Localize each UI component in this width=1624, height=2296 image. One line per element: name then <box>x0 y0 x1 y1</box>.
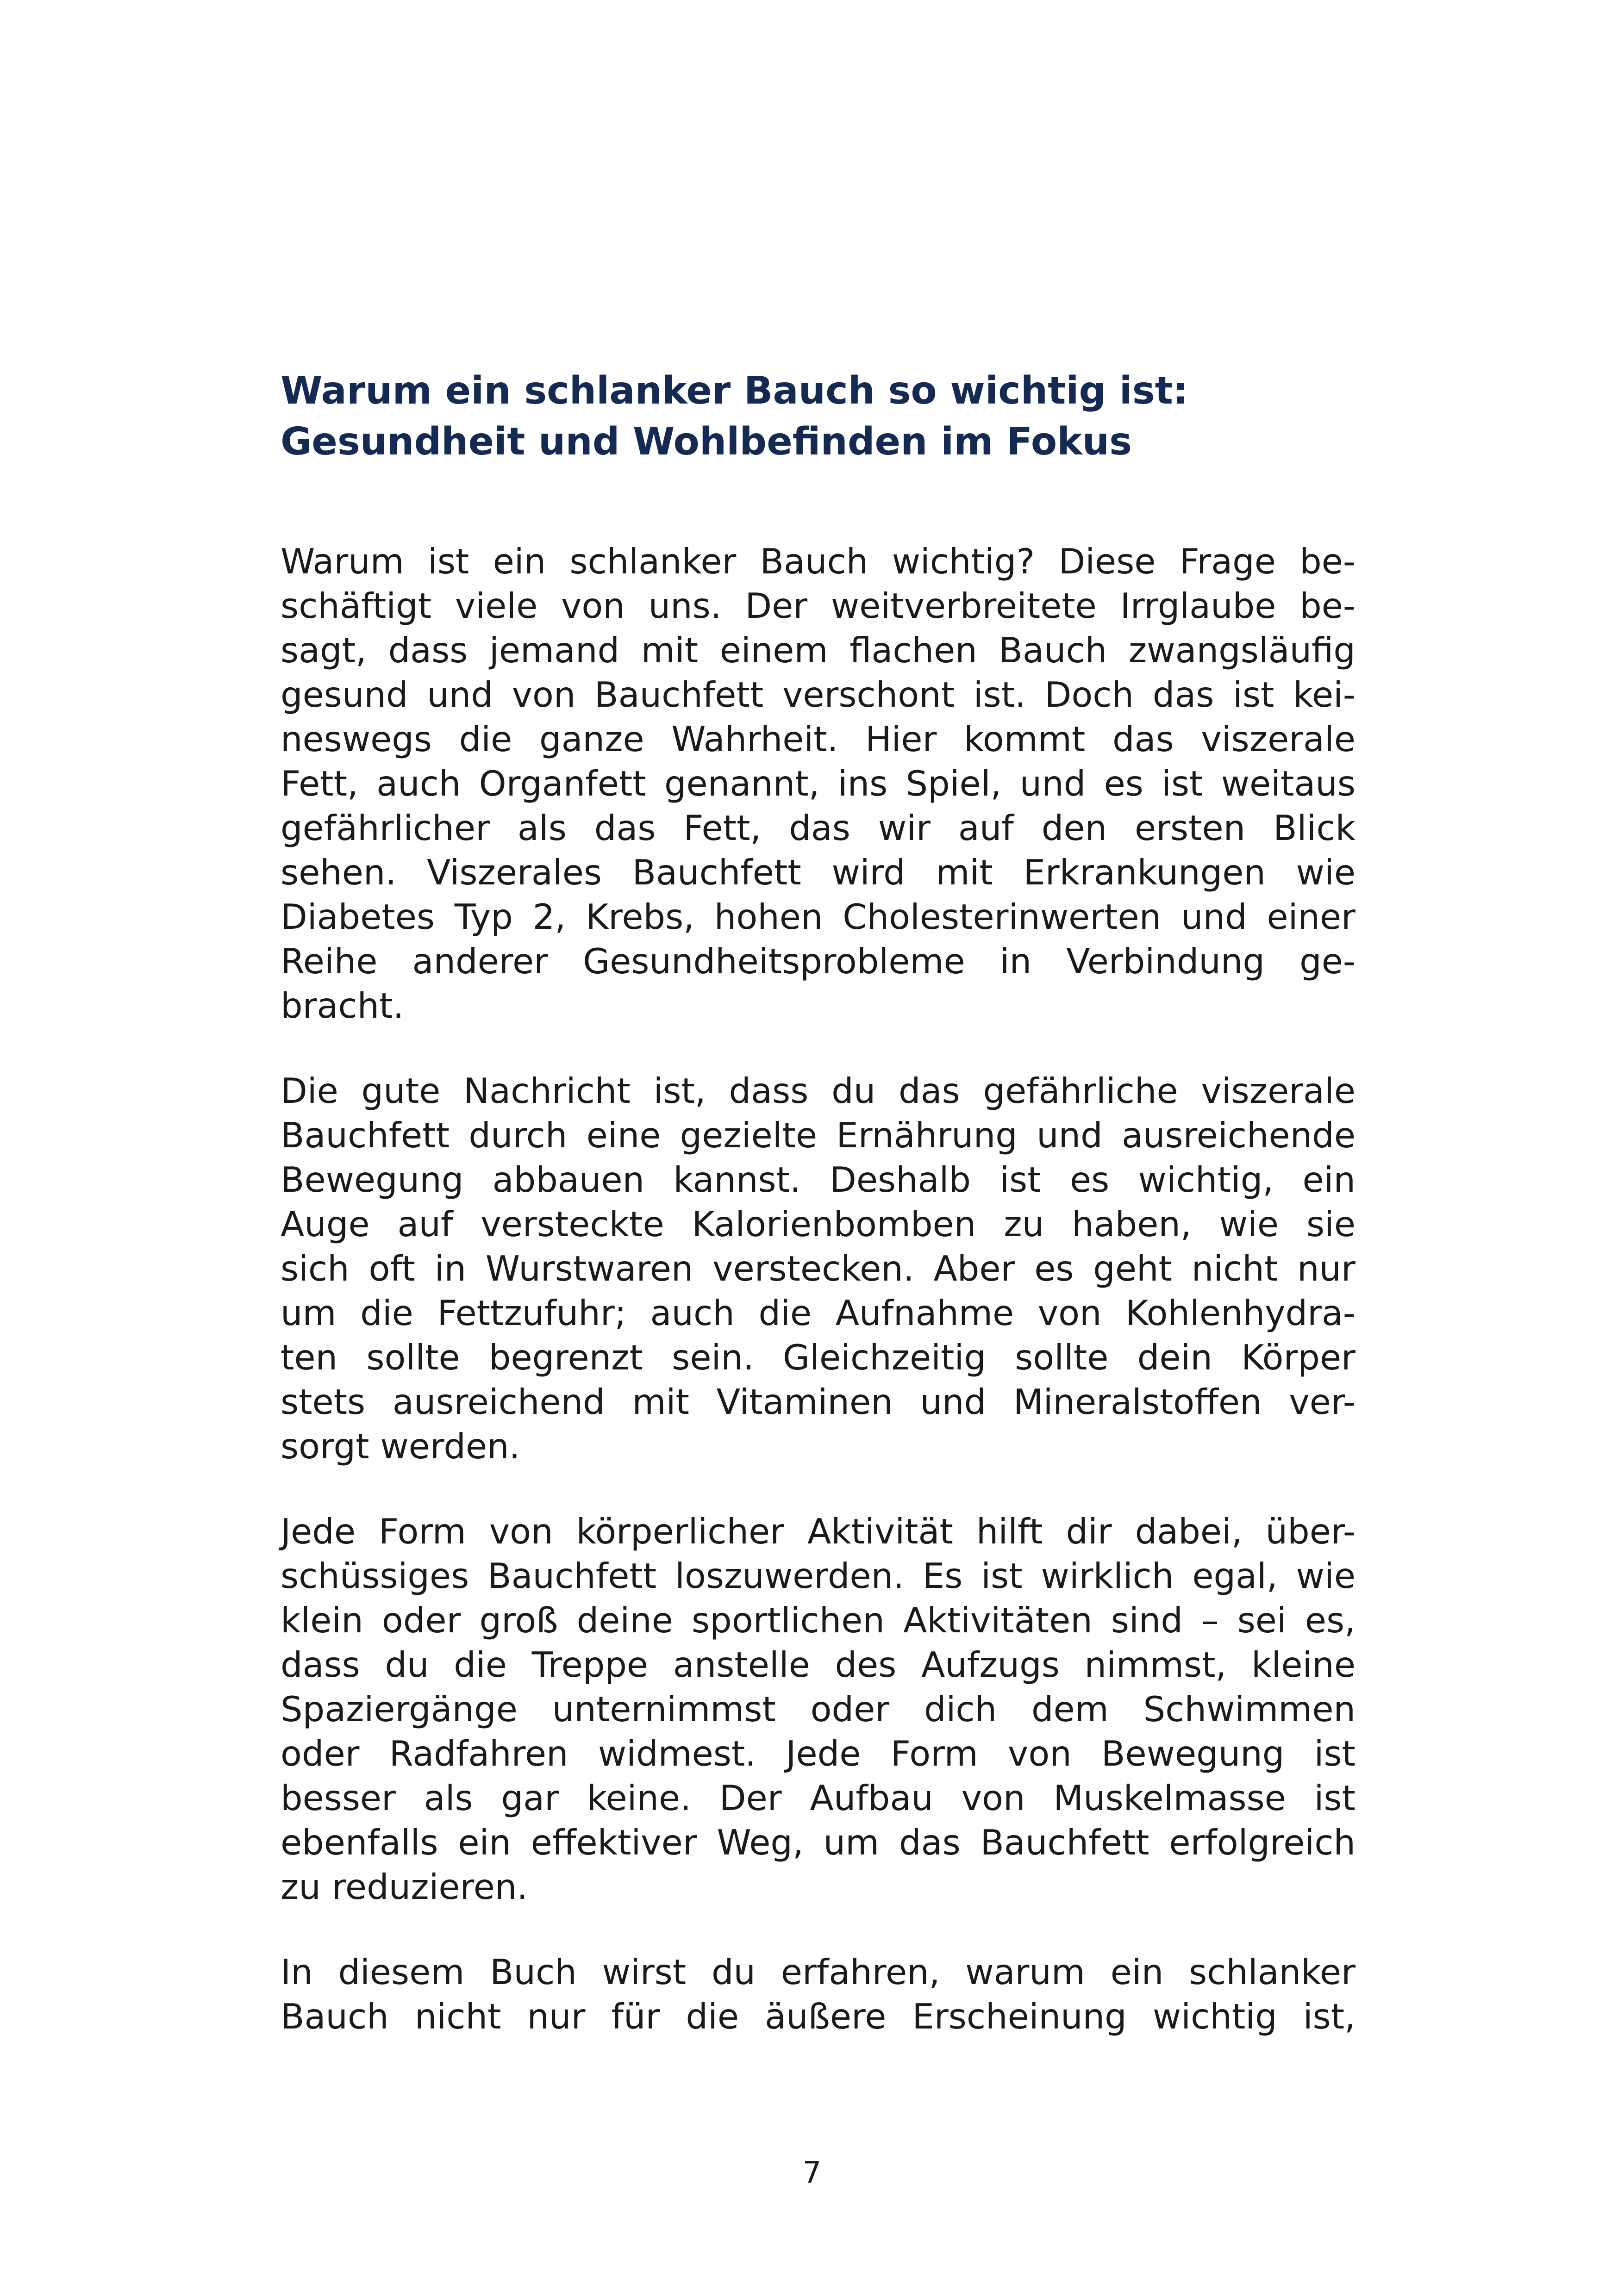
paragraph <box>281 1069 1355 1468</box>
text-line: schüssiges Bauchfett loszuwerden. Es ist wirklich egal, wie <box>281 1556 1355 1596</box>
text-line: Warum ist ein schlanker Bauch wichtig? Diese Frage be- <box>281 541 1355 582</box>
text-line: Bewegung abbauen kannst. Deshalb ist es wichtig, ein <box>281 1159 1355 1200</box>
text-line: Bauchfett durch eine gezielte Ernährung und ausreichende <box>281 1115 1355 1156</box>
text-line: sagt, dass jemand mit einem flachen Bauch zwangsläufig <box>281 630 1355 671</box>
text-line: sich oft in Wurstwaren verstecken. Aber es geht nicht nur <box>281 1248 1355 1289</box>
text-line: besser als gar keine. Der Aufbau von Muskelmasse ist <box>281 1778 1355 1818</box>
text-line: Die gute Nachricht ist, dass du das gefährliche viszerale <box>281 1070 1355 1111</box>
text-line: Fett, auch Organfett genannt, ins Spiel, und es ist weitaus <box>281 763 1355 804</box>
page-number: 7 <box>802 2156 822 2190</box>
text-line: In diesem Buch wirst du erfahren, warum ein schlanker <box>281 1952 1355 1992</box>
text-line: ten sollte begrenzt sein. Gleichzeitig sollte dein Körper <box>281 1337 1355 1378</box>
chapter-heading-line: Warum ein schlanker Bauch so wichtig ist: <box>281 369 1188 413</box>
paragraph <box>281 1509 1355 1909</box>
text-line: ebenfalls ein effektiver Weg, um das Bauchfett erfolgreich <box>281 1822 1355 1863</box>
paragraph <box>281 1950 1355 2039</box>
text-line: klein oder groß deine sportlichen Aktivitäten sind – sei es, <box>281 1600 1355 1641</box>
text-line: gefährlicher als das Fett, das wir auf den ersten Blick <box>281 808 1355 848</box>
text-line: oder Radfahren widmest. Jede Form von Bewegung ist <box>281 1733 1355 1774</box>
text-line: Jede Form von körperlicher Aktivität hilft dir dabei, über- <box>281 1511 1355 1552</box>
text-line: dass du die Treppe anstelle des Aufzugs nimmst, kleine <box>281 1644 1355 1685</box>
text-line: Reihe anderer Gesundheitsprobleme in Verbindung ge- <box>281 941 1355 982</box>
text-line: neswegs die ganze Wahrheit. Hier kommt das viszerale <box>281 719 1355 759</box>
text-line: sehen. Viszerales Bauchfett wird mit Erkrankungen wie <box>281 852 1355 893</box>
page-content <box>281 366 1355 2079</box>
chapter-heading <box>281 366 1355 467</box>
text-line: bracht. <box>281 985 404 1026</box>
text-line: gesund und von Bauchfett verschont ist. Doch das ist kei- <box>281 674 1355 715</box>
text-line: schäftigt viele von uns. Der weitverbreitete Irrglaube be- <box>281 585 1355 626</box>
chapter-heading-line: Gesundheit und Wohlbefinden im Fokus <box>281 420 1132 464</box>
text-line: Auge auf versteckte Kalorienbomben zu haben, wie sie <box>281 1204 1355 1244</box>
text-line: stets ausreichend mit Vitaminen und Mineralstoffen ver- <box>281 1381 1355 1422</box>
text-line: Spaziergänge unternimmst oder dich dem Schwimmen <box>281 1689 1355 1730</box>
text-line: um die Fettzufuhr; auch die Aufnahme von Kohlenhydra- <box>281 1293 1355 1333</box>
text-line: sorgt werden. <box>281 1426 520 1467</box>
text-line: zu reduzieren. <box>281 1867 528 1907</box>
text-line: Diabetes Typ 2, Krebs, hohen Cholesterinwerten und einer <box>281 896 1355 937</box>
text-line: Bauch nicht nur für die äußere Erscheinung wichtig ist, <box>281 1996 1355 2037</box>
paragraph <box>281 539 1355 1028</box>
